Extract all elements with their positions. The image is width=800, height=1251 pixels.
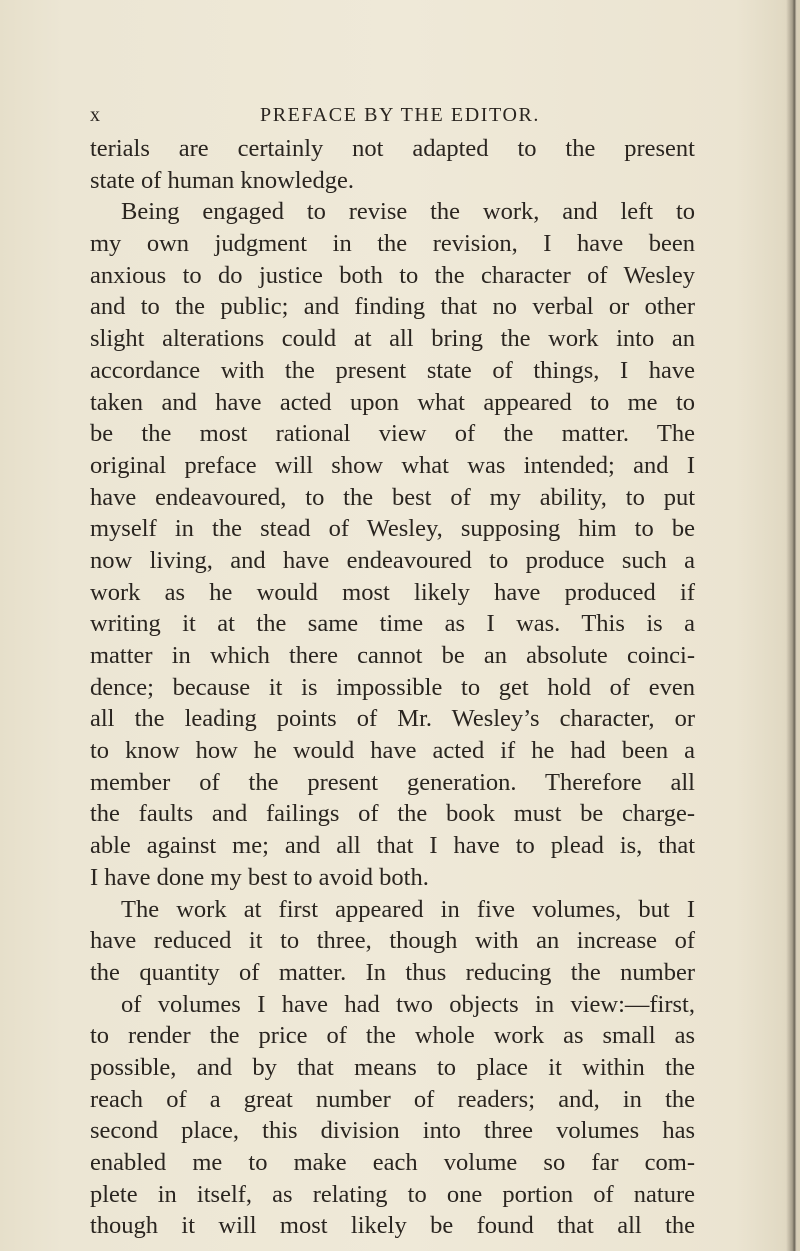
text-line: Being engaged to revise the work, and left to	[121, 198, 695, 226]
text-line: and to the public; and finding that no verbal or other	[90, 293, 695, 321]
text-line: reach of a great number of readers; and, in the	[90, 1085, 695, 1113]
text-line: of volumes I have had two objects in view:—first,	[121, 990, 695, 1018]
text-line: the quantity of matter. In thus reducing the number	[90, 958, 695, 986]
running-head: PREFACE BY THE EDITOR.	[260, 104, 541, 126]
text-line: myself in the stead of Wesley, supposing him to be	[90, 515, 695, 543]
text-line: writing it at the same time as I was. This is a	[90, 610, 695, 638]
text-line: have reduced it to three, though with an increase of	[90, 927, 695, 955]
text-line: though it will most likely be found that all the	[90, 1212, 695, 1240]
text-line: dence; because it is impossible to get hold of even	[90, 673, 695, 701]
page-edge-shadow	[786, 0, 800, 1251]
page-header	[90, 104, 690, 132]
text-line: have endeavoured, to the best of my ability, to put	[90, 483, 695, 511]
text-line: state of human knowledge.	[90, 166, 354, 194]
page-number: x	[90, 104, 101, 126]
text-line: enabled me to make each volume so far com-	[90, 1149, 695, 1176]
text-line: my own judgment in the revision, I have been	[90, 230, 695, 258]
text-line: second place, this division into three volumes has	[90, 1117, 695, 1145]
text-line: possible, and by that means to place it within the	[90, 1053, 695, 1081]
text-line: now living, and have endeavoured to produce such a	[90, 546, 695, 574]
text-line: anxious to do justice both to the character of Wesley	[90, 261, 695, 289]
text-line: the faults and failings of the book must be charge-	[90, 800, 695, 828]
text-line: terials are certainly not adapted to the present	[90, 135, 695, 162]
text-line: taken and have acted upon what appeared to me to	[90, 388, 695, 416]
text-line: to render the price of the whole work as small as	[90, 1022, 695, 1050]
text-line: work as he would most likely have produced if	[90, 578, 695, 606]
text-line: original preface will show what was intended; and I	[90, 451, 695, 479]
text-line: able against me; and all that I have to plead is, that	[90, 832, 695, 860]
text-line: slight alterations could at all bring the work into an	[90, 325, 695, 353]
text-line: be the most rational view of the matter. The	[90, 420, 695, 448]
text-line: all the leading points of Mr. Wesley’s character, or	[90, 705, 695, 733]
text-line: plete in itself, as relating to one portion of nature	[90, 1180, 695, 1208]
text-line: I have done my best to avoid both.	[90, 863, 429, 891]
text-line: member of the present generation. Therefore all	[90, 768, 695, 796]
body-text	[90, 133, 695, 1242]
text-line: matter in which there cannot be an absolute coinci-	[90, 642, 695, 669]
text-line: accordance with the present state of things, I have	[90, 356, 695, 384]
text-line: to know how he would have acted if he had been a	[90, 737, 695, 765]
text-line: The work at first appeared in five volumes, but I	[121, 895, 695, 923]
